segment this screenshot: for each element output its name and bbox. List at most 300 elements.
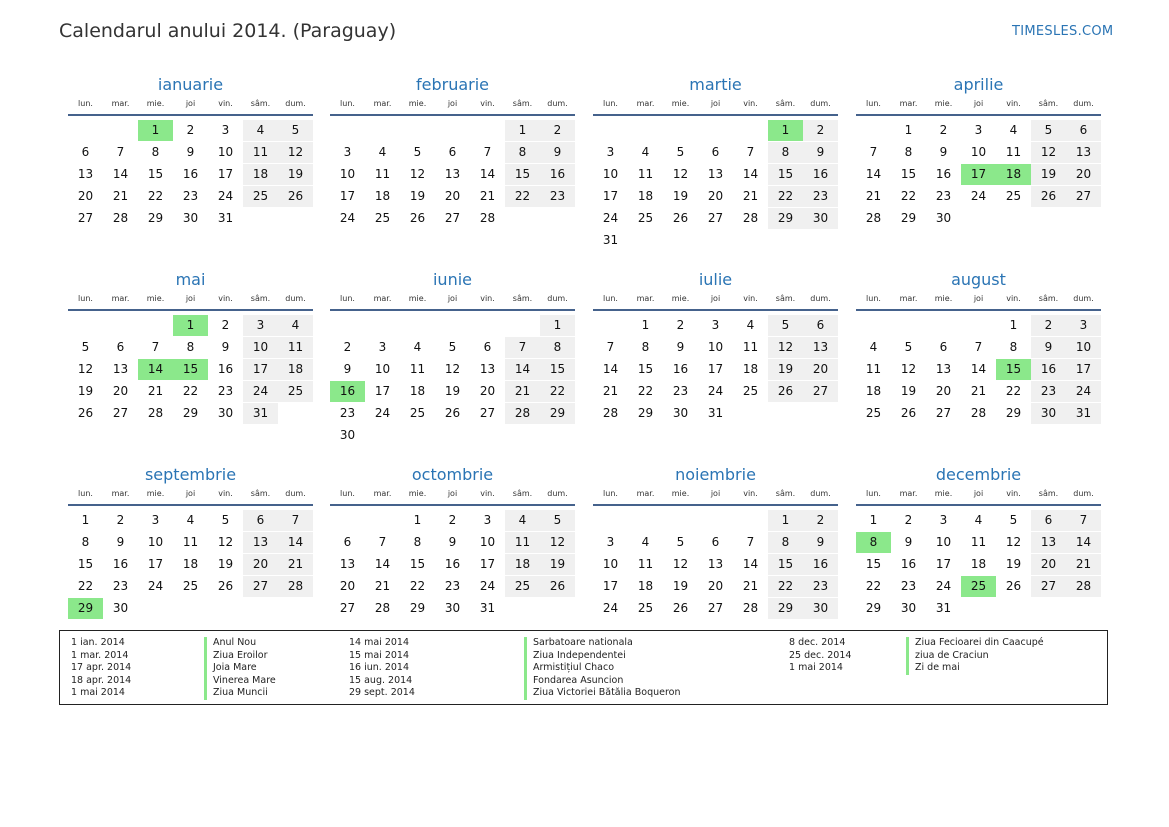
day-cell: 26 <box>287 189 304 203</box>
day-cell: 9 <box>186 145 195 159</box>
day-cell: 9 <box>343 362 352 376</box>
day-cell: 26 <box>217 579 234 593</box>
month-name: iulie <box>698 270 733 289</box>
day-cell: 4 <box>869 340 878 354</box>
day-cell: 8 <box>413 535 422 549</box>
weekday-label: sâm. <box>1038 99 1059 108</box>
header-divider <box>593 309 838 311</box>
day-cell: 17 <box>339 189 356 203</box>
site-link[interactable]: TIMESLES.COM <box>1012 24 1114 39</box>
day-cell: 30 <box>444 601 461 615</box>
day-cell: 11 <box>970 535 987 549</box>
weekday-label: joi <box>185 294 196 303</box>
day-cell: 27 <box>707 601 724 615</box>
day-cell: 1 <box>81 513 90 527</box>
day-cell: 17 <box>147 557 164 571</box>
weekday-label: dum. <box>810 489 831 498</box>
day-cell: 15 <box>77 557 94 571</box>
day-cell: 28 <box>865 211 882 225</box>
day-cell: 27 <box>1075 189 1092 203</box>
day-cell: 31 <box>217 211 234 225</box>
header-divider <box>330 114 575 116</box>
day-cell: 30 <box>812 211 829 225</box>
legend-date: 14 mai 2014 <box>349 637 410 648</box>
legend-holiday-name: Sarbatoare nationala <box>524 637 633 650</box>
day-cell: 3 <box>151 513 160 527</box>
day-cell: 8 <box>641 340 650 354</box>
header-divider <box>856 309 1101 311</box>
weekday-label: mar. <box>899 99 918 108</box>
day-cell: 18 <box>865 384 882 398</box>
weekday-label: dum. <box>810 99 831 108</box>
day-cell: 13 <box>444 167 461 181</box>
day-cell: 10 <box>1075 340 1092 354</box>
weekday-label: mar. <box>111 99 130 108</box>
day-cell: 6 <box>1079 123 1088 137</box>
day-cell: 5 <box>81 340 90 354</box>
day-cell: 13 <box>112 362 129 376</box>
day-cell: 18 <box>409 384 426 398</box>
day-cell: 3 <box>711 318 720 332</box>
day-cell: 6 <box>816 318 825 332</box>
day-cell: 2 <box>1044 318 1053 332</box>
day-cell: 20 <box>812 362 829 376</box>
day-cell: 12 <box>549 535 566 549</box>
day-cell: 2 <box>221 318 230 332</box>
day-cell: 5 <box>1044 123 1053 137</box>
legend-holiday-name: Anul Nou <box>204 637 256 650</box>
month-octombrie <box>330 465 575 650</box>
day-cell: 20 <box>112 384 129 398</box>
day-cell: 21 <box>602 384 619 398</box>
weekday-label: mar. <box>899 294 918 303</box>
weekday-label: sâm. <box>512 489 533 498</box>
day-cell: 17 <box>602 189 619 203</box>
month-iunie <box>330 270 575 455</box>
day-cell: 4 <box>256 123 265 137</box>
day-cell: 14 <box>742 167 759 181</box>
day-cell: 7 <box>151 340 160 354</box>
legend-holiday-name: ziua de Craciun <box>906 650 989 663</box>
weekday-label: mar. <box>899 489 918 498</box>
weekday-label: sâm. <box>775 489 796 498</box>
day-cell: 17 <box>374 384 391 398</box>
day-cell: 19 <box>672 579 689 593</box>
weekday-label: vin. <box>480 99 495 108</box>
day-cell: 22 <box>1005 384 1022 398</box>
weekday-label: mie. <box>934 294 953 303</box>
weekday-label: joi <box>447 294 458 303</box>
weekday-label: lun. <box>340 294 355 303</box>
day-cell: 12 <box>409 167 426 181</box>
month-name: mai <box>175 270 206 289</box>
legend-date: 16 iun. 2014 <box>349 662 410 673</box>
weekday-label: mie. <box>408 489 427 498</box>
day-cell: 27 <box>479 406 496 420</box>
month-ianuarie <box>68 75 313 260</box>
day-cell: 28 <box>112 211 129 225</box>
weekday-label: dum. <box>1073 99 1094 108</box>
day-cell: 31 <box>252 406 269 420</box>
day-cell: 16 <box>900 557 917 571</box>
header-divider <box>68 309 313 311</box>
day-cell: 17 <box>217 167 234 181</box>
day-cell: 30 <box>339 428 356 442</box>
day-cell: 2 <box>343 340 352 354</box>
day-cell: 7 <box>746 535 755 549</box>
day-cell: 5 <box>221 513 230 527</box>
day-cell: 25 <box>637 211 654 225</box>
day-cell: 24 <box>935 579 952 593</box>
day-cell: 4 <box>291 318 300 332</box>
day-cell: 20 <box>1075 167 1092 181</box>
weekday-label: joi <box>973 294 984 303</box>
legend-date: 29 sept. 2014 <box>349 687 415 698</box>
day-cell: 2 <box>816 123 825 137</box>
month-iulie <box>593 270 838 455</box>
day-cell: 7 <box>1079 513 1088 527</box>
day-cell: 14 <box>742 557 759 571</box>
legend-date: 1 mai 2014 <box>789 662 843 673</box>
day-cell: 18 <box>287 362 304 376</box>
day-cell: 19 <box>1005 557 1022 571</box>
day-cell: 14 <box>479 167 496 181</box>
legend-holiday-name: Fondarea Asuncion <box>524 675 623 688</box>
day-cell: 23 <box>444 579 461 593</box>
day-cell: 23 <box>1040 384 1057 398</box>
day-cell: 21 <box>112 189 129 203</box>
holiday-day-cell: 25 <box>961 576 996 597</box>
day-cell: 3 <box>606 535 615 549</box>
day-cell: 3 <box>974 123 983 137</box>
day-cell: 27 <box>77 211 94 225</box>
day-cell: 9 <box>939 145 948 159</box>
day-cell: 5 <box>1009 513 1018 527</box>
weekday-label: mie. <box>146 294 165 303</box>
day-cell: 15 <box>777 167 794 181</box>
day-cell: 25 <box>1005 189 1022 203</box>
day-cell: 12 <box>672 557 689 571</box>
day-cell: 7 <box>378 535 387 549</box>
day-cell: 28 <box>742 211 759 225</box>
weekday-label: sâm. <box>512 294 533 303</box>
header-divider <box>68 114 313 116</box>
day-cell: 9 <box>1044 340 1053 354</box>
day-cell: 16 <box>1040 362 1057 376</box>
day-cell: 10 <box>935 535 952 549</box>
day-cell: 2 <box>448 513 457 527</box>
weekday-label: sâm. <box>1038 294 1059 303</box>
holiday-day-cell: 15 <box>996 359 1031 380</box>
day-cell: 11 <box>514 535 531 549</box>
day-cell: 11 <box>252 145 269 159</box>
legend-holiday-name: Joia Mare <box>204 662 257 675</box>
day-cell: 12 <box>777 340 794 354</box>
day-cell: 25 <box>865 406 882 420</box>
legend-holiday-name: Ziua Independentei <box>524 650 626 663</box>
legend-holiday-name: Zi de mai <box>906 662 960 675</box>
day-cell: 6 <box>448 145 457 159</box>
header-divider <box>593 504 838 506</box>
weekday-label: dum. <box>285 489 306 498</box>
day-cell: 30 <box>672 406 689 420</box>
day-cell: 29 <box>409 601 426 615</box>
weekday-label: mar. <box>111 489 130 498</box>
day-cell: 13 <box>707 167 724 181</box>
day-cell: 22 <box>637 384 654 398</box>
weekday-label: lun. <box>340 99 355 108</box>
day-cell: 6 <box>116 340 125 354</box>
day-cell: 4 <box>974 513 983 527</box>
day-cell: 24 <box>217 189 234 203</box>
day-cell: 28 <box>1075 579 1092 593</box>
day-cell: 10 <box>374 362 391 376</box>
day-cell: 12 <box>444 362 461 376</box>
day-cell: 16 <box>812 167 829 181</box>
day-cell: 25 <box>182 579 199 593</box>
day-cell: 19 <box>287 167 304 181</box>
day-cell: 18 <box>514 557 531 571</box>
day-cell: 1 <box>413 513 422 527</box>
holiday-day-cell: 1 <box>138 120 173 141</box>
day-cell: 16 <box>549 167 566 181</box>
day-cell: 8 <box>1009 340 1018 354</box>
weekday-label: mie. <box>671 99 690 108</box>
day-cell: 31 <box>1075 406 1092 420</box>
day-cell: 28 <box>147 406 164 420</box>
day-cell: 3 <box>1079 318 1088 332</box>
day-cell: 24 <box>479 579 496 593</box>
day-cell: 30 <box>935 211 952 225</box>
day-cell: 10 <box>339 167 356 181</box>
day-cell: 14 <box>287 535 304 549</box>
month-name: octombrie <box>411 465 494 484</box>
day-cell: 13 <box>339 557 356 571</box>
day-cell: 2 <box>816 513 825 527</box>
weekday-label: lun. <box>866 489 881 498</box>
day-cell: 19 <box>409 189 426 203</box>
day-cell: 24 <box>339 211 356 225</box>
weekday-label: sâm. <box>1038 489 1059 498</box>
day-cell: 25 <box>287 384 304 398</box>
weekday-label: mie. <box>146 99 165 108</box>
legend-date: 17 apr. 2014 <box>71 662 132 673</box>
day-cell: 20 <box>707 579 724 593</box>
day-cell: 17 <box>1075 362 1092 376</box>
day-cell: 18 <box>374 189 391 203</box>
day-cell: 9 <box>221 340 230 354</box>
weekday-label: joi <box>185 99 196 108</box>
day-cell: 23 <box>812 189 829 203</box>
day-cell: 4 <box>378 145 387 159</box>
month-name: decembrie <box>935 465 1022 484</box>
day-cell: 18 <box>252 167 269 181</box>
day-cell: 14 <box>602 362 619 376</box>
day-cell: 22 <box>900 189 917 203</box>
day-cell: 6 <box>711 145 720 159</box>
weekday-label: lun. <box>866 294 881 303</box>
day-cell: 24 <box>602 601 619 615</box>
month-mai <box>68 270 313 455</box>
day-cell: 29 <box>900 211 917 225</box>
day-cell: 1 <box>553 318 562 332</box>
day-cell: 5 <box>904 340 913 354</box>
day-cell: 21 <box>514 384 531 398</box>
weekday-label: dum. <box>1073 489 1094 498</box>
day-cell: 14 <box>865 167 882 181</box>
day-cell: 18 <box>970 557 987 571</box>
weekday-label: dum. <box>285 294 306 303</box>
day-cell: 22 <box>514 189 531 203</box>
holiday-day-cell: 1 <box>173 315 208 336</box>
holiday-day-cell: 29 <box>68 598 103 619</box>
day-cell: 26 <box>1040 189 1057 203</box>
day-cell: 2 <box>939 123 948 137</box>
day-cell: 13 <box>935 362 952 376</box>
day-cell: 8 <box>518 145 527 159</box>
day-cell: 21 <box>742 189 759 203</box>
weekday-label: vin. <box>218 294 233 303</box>
day-cell: 12 <box>672 167 689 181</box>
day-cell: 23 <box>812 579 829 593</box>
day-cell: 27 <box>707 211 724 225</box>
weekday-label: vin. <box>743 99 758 108</box>
day-cell: 19 <box>672 189 689 203</box>
day-cell: 9 <box>816 145 825 159</box>
legend-holiday-name: Vinerea Mare <box>204 675 276 688</box>
page-title: Calendarul anului 2014. (Paraguay) <box>59 20 397 42</box>
day-cell: 4 <box>413 340 422 354</box>
day-cell: 5 <box>413 145 422 159</box>
day-cell: 21 <box>1075 557 1092 571</box>
month-name: noiembrie <box>675 465 756 484</box>
day-cell: 16 <box>444 557 461 571</box>
day-cell: 17 <box>935 557 952 571</box>
weekday-label: sâm. <box>775 294 796 303</box>
day-cell: 23 <box>549 189 566 203</box>
day-cell: 27 <box>444 211 461 225</box>
day-cell: 25 <box>252 189 269 203</box>
day-cell: 15 <box>549 362 566 376</box>
day-cell: 14 <box>374 557 391 571</box>
holiday-day-cell: 15 <box>173 359 208 380</box>
day-cell: 14 <box>1075 535 1092 549</box>
day-cell: 13 <box>479 362 496 376</box>
day-cell: 24 <box>374 406 391 420</box>
legend-holiday-name: Ziua Eroilor <box>204 650 268 663</box>
day-cell: 29 <box>777 211 794 225</box>
day-cell: 20 <box>479 384 496 398</box>
day-cell: 8 <box>186 340 195 354</box>
weekday-label: joi <box>185 489 196 498</box>
weekday-label: mie. <box>146 489 165 498</box>
day-cell: 12 <box>287 145 304 159</box>
day-cell: 12 <box>217 535 234 549</box>
day-cell: 28 <box>970 406 987 420</box>
day-cell: 1 <box>904 123 913 137</box>
day-cell: 10 <box>970 145 987 159</box>
day-cell: 12 <box>1005 535 1022 549</box>
weekday-label: lun. <box>78 294 93 303</box>
day-cell: 7 <box>291 513 300 527</box>
day-cell: 9 <box>676 340 685 354</box>
day-cell: 23 <box>935 189 952 203</box>
legend-date: 1 mai 2014 <box>71 687 125 698</box>
day-cell: 30 <box>217 406 234 420</box>
day-cell: 8 <box>81 535 90 549</box>
day-cell: 8 <box>904 145 913 159</box>
day-cell: 15 <box>900 167 917 181</box>
day-cell: 9 <box>448 535 457 549</box>
legend-date: 1 mar. 2014 <box>71 649 129 661</box>
day-cell: 21 <box>970 384 987 398</box>
weekday-label: joi <box>447 99 458 108</box>
legend-date: 15 mai 2014 <box>349 649 410 661</box>
day-cell: 31 <box>479 601 496 615</box>
month-name: iunie <box>432 270 472 289</box>
weekday-label: vin. <box>1006 99 1021 108</box>
weekday-label: sâm. <box>250 294 271 303</box>
weekday-label: mar. <box>373 489 392 498</box>
day-cell: 30 <box>812 601 829 615</box>
day-cell: 30 <box>182 211 199 225</box>
day-cell: 13 <box>77 167 94 181</box>
month-name: februarie <box>415 75 490 94</box>
day-cell: 24 <box>252 384 269 398</box>
day-cell: 29 <box>865 601 882 615</box>
day-cell: 11 <box>374 167 391 181</box>
month-august <box>856 270 1101 455</box>
day-cell: 21 <box>742 579 759 593</box>
day-cell: 10 <box>147 535 164 549</box>
day-cell: 26 <box>549 579 566 593</box>
day-cell: 20 <box>339 579 356 593</box>
weekday-label: mie. <box>408 294 427 303</box>
day-cell: 6 <box>939 340 948 354</box>
day-cell: 5 <box>676 535 685 549</box>
day-cell: 17 <box>707 362 724 376</box>
day-cell: 20 <box>935 384 952 398</box>
weekday-label: mie. <box>408 99 427 108</box>
header-divider <box>330 504 575 506</box>
day-cell: 12 <box>900 362 917 376</box>
day-cell: 3 <box>378 340 387 354</box>
day-cell: 13 <box>1040 535 1057 549</box>
day-cell: 28 <box>742 601 759 615</box>
day-cell: 10 <box>707 340 724 354</box>
holiday-day-cell: 8 <box>856 532 891 553</box>
day-cell: 11 <box>182 535 199 549</box>
day-cell: 24 <box>970 189 987 203</box>
day-cell: 21 <box>147 384 164 398</box>
month-martie <box>593 75 838 260</box>
day-cell: 16 <box>112 557 129 571</box>
day-cell: 16 <box>672 362 689 376</box>
weekday-label: vin. <box>743 294 758 303</box>
day-cell: 24 <box>602 211 619 225</box>
day-cell: 18 <box>182 557 199 571</box>
day-cell: 5 <box>781 318 790 332</box>
day-cell: 22 <box>77 579 94 593</box>
day-cell: 7 <box>869 145 878 159</box>
day-cell: 27 <box>935 406 952 420</box>
day-cell: 31 <box>602 233 619 247</box>
day-cell: 3 <box>606 145 615 159</box>
header-divider <box>68 504 313 506</box>
day-cell: 9 <box>816 535 825 549</box>
day-cell: 8 <box>781 145 790 159</box>
day-cell: 4 <box>1009 123 1018 137</box>
